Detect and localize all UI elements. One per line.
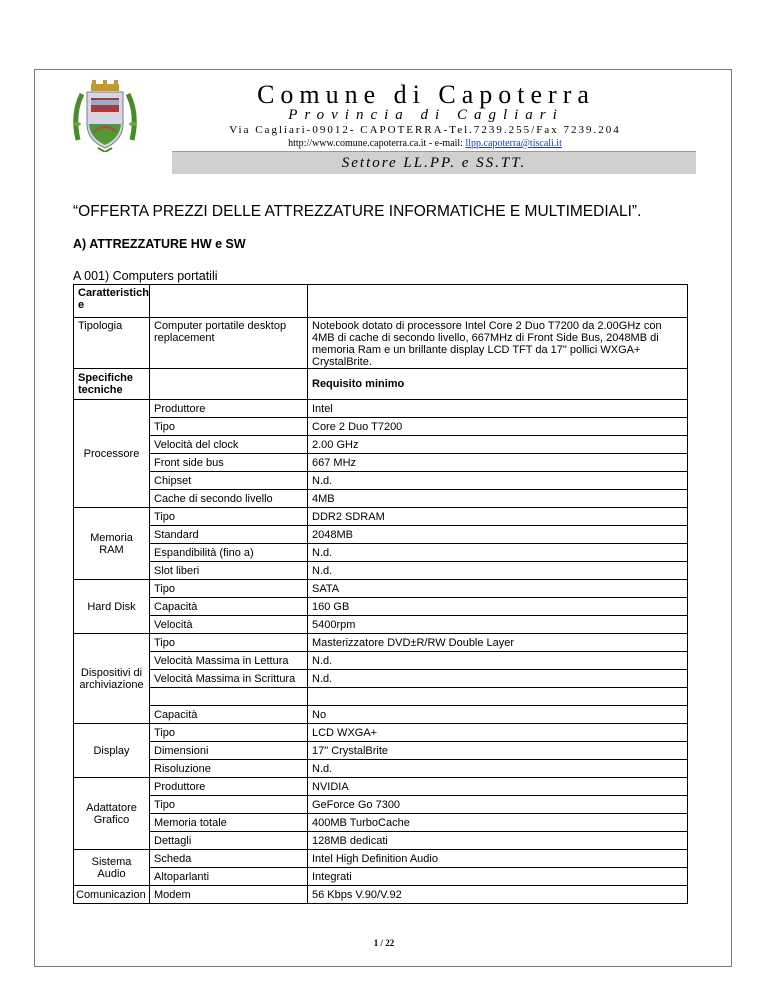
group-memory: Memoria RAM <box>74 508 150 580</box>
typology-description: Notebook dotato di processore Intel Core 2 Duo T7200 da 2.00GHz con 4MB di cache di secondo livello, 667MHz di Front Side Bus, 2048MB di memoria Ram e un brillante display LCD TFT da 17" pollici WXGA+ CrystalBrite. <box>308 318 688 369</box>
address-line: Via Cagliari-09012- CAPOTERRA-Tel.7239.255/Fax 7239.204 <box>229 124 621 136</box>
province-subtitle: Provincia di Cagliari <box>288 107 564 123</box>
spec-label: Dettagli <box>150 832 308 850</box>
table-row <box>74 670 688 688</box>
web-contact-line <box>160 138 690 149</box>
table-row <box>74 616 688 634</box>
spec-value: 4MB <box>308 490 688 508</box>
spec-label: Espandibilità (fino a) <box>150 544 308 562</box>
spec-value: 128MB dedicati <box>308 832 688 850</box>
typology-label: Tipologia <box>74 318 150 369</box>
spec-label: Dimensioni <box>150 742 308 760</box>
table-row <box>74 652 688 670</box>
table-row <box>74 886 688 904</box>
spec-value: N.d. <box>308 670 688 688</box>
table-row <box>74 688 688 706</box>
spec-value: DDR2 SDRAM <box>308 508 688 526</box>
spec-value: SATA <box>308 580 688 598</box>
spec-value: N.d. <box>308 652 688 670</box>
spec-label: Memoria totale <box>150 814 308 832</box>
table-row <box>74 436 688 454</box>
spec-value: N.d. <box>308 472 688 490</box>
group-display: Display <box>74 724 150 778</box>
group-audio-system: Sistema Audio <box>74 850 150 886</box>
requirement-header: Requisito minimo <box>308 369 688 400</box>
table-row <box>74 778 688 796</box>
spec-label: Tipo <box>150 796 308 814</box>
spec-label: Velocità Massima in Scrittura <box>150 670 308 688</box>
table-row <box>74 544 688 562</box>
table-row <box>74 285 688 318</box>
table-row <box>74 598 688 616</box>
spec-label: Chipset <box>150 472 308 490</box>
table-row <box>74 796 688 814</box>
table-row <box>74 868 688 886</box>
table-row <box>74 400 688 418</box>
sector-banner <box>172 151 696 174</box>
spec-label <box>150 688 308 706</box>
table-row <box>74 562 688 580</box>
spec-value: N.d. <box>308 562 688 580</box>
spec-value: LCD WXGA+ <box>308 724 688 742</box>
table-row <box>74 814 688 832</box>
spec-label: Capacità <box>150 706 308 724</box>
section-heading: A) ATTREZZATURE HW e SW <box>73 237 246 251</box>
table-row <box>74 454 688 472</box>
spec-table <box>73 284 688 904</box>
spec-label: Tipo <box>150 724 308 742</box>
table-row <box>74 580 688 598</box>
spec-label: Produttore <box>150 778 308 796</box>
spec-value: Core 2 Duo T7200 <box>308 418 688 436</box>
spec-label: Tipo <box>150 418 308 436</box>
table-row <box>74 742 688 760</box>
spec-label: Produttore <box>150 400 308 418</box>
table-row <box>74 490 688 508</box>
group-hard-disk: Hard Disk <box>74 580 150 634</box>
spec-value: 5400rpm <box>308 616 688 634</box>
typology-value: Computer portatile desktop replacement <box>150 318 308 369</box>
spec-value <box>308 688 688 706</box>
spec-value: 400MB TurboCache <box>308 814 688 832</box>
spec-value: Masterizzatore DVD±R/RW Double Layer <box>308 634 688 652</box>
table-cell <box>308 285 688 318</box>
table-row <box>74 634 688 652</box>
spec-value: 17" CrystalBrite <box>308 742 688 760</box>
spec-label: Modem <box>150 886 308 904</box>
spec-label: Cache di secondo livello <box>150 490 308 508</box>
subsection-heading: A 001) Computers portatili <box>73 269 218 283</box>
spec-value: GeForce Go 7300 <box>308 796 688 814</box>
spec-value: 667 MHz <box>308 454 688 472</box>
table-row <box>74 472 688 490</box>
website-text: http://www.comune.capoterra.ca.it - e-mail: <box>288 138 466 149</box>
spec-label: Standard <box>150 526 308 544</box>
table-row <box>74 526 688 544</box>
spec-label: Scheda <box>150 850 308 868</box>
spec-label: Capacità <box>150 598 308 616</box>
spec-value: 160 GB <box>308 598 688 616</box>
spec-value: 2048MB <box>308 526 688 544</box>
spec-label: Tipo <box>150 508 308 526</box>
table-row <box>74 706 688 724</box>
characteristics-header: Caratteristich e <box>74 285 150 318</box>
document-title: “OFFERTA PREZZI DELLE ATTREZZATURE INFORMATICHE E MULTIMEDIALI”. <box>73 203 642 220</box>
table-row <box>74 724 688 742</box>
municipal-crest-icon <box>68 80 142 152</box>
table-cell <box>150 285 308 318</box>
spec-label: Risoluzione <box>150 760 308 778</box>
spec-value: N.d. <box>308 544 688 562</box>
municipality-title: Comune di Capoterra <box>257 80 595 109</box>
table-row <box>74 850 688 868</box>
group-communications: Comunicazion <box>74 886 150 904</box>
spec-label: Velocità del clock <box>150 436 308 454</box>
table-cell <box>150 369 308 400</box>
spec-value: Integrati <box>308 868 688 886</box>
group-storage-devices: Dispositivi di archiviazione <box>74 634 150 724</box>
group-processor: Processore <box>74 400 150 508</box>
group-graphics-adapter: Adattatore Grafico <box>74 778 150 850</box>
email-link[interactable]: llpp.capoterra@tiscali.it <box>465 138 562 149</box>
spec-value: No <box>308 706 688 724</box>
spec-value: N.d. <box>308 760 688 778</box>
spec-label: Altoparlanti <box>150 868 308 886</box>
spec-label: Velocità Massima in Lettura <box>150 652 308 670</box>
table-row <box>74 318 688 369</box>
spec-value: Intel High Definition Audio <box>308 850 688 868</box>
spec-label: Velocità <box>150 616 308 634</box>
spec-label: Tipo <box>150 580 308 598</box>
table-row <box>74 508 688 526</box>
table-row <box>74 418 688 436</box>
spec-value: 2.00 GHz <box>308 436 688 454</box>
spec-label: Tipo <box>150 634 308 652</box>
spec-value: Intel <box>308 400 688 418</box>
table-row <box>74 832 688 850</box>
page-number: 1 / 22 <box>373 938 395 948</box>
table-row <box>74 760 688 778</box>
spec-value: 56 Kbps V.90/V.92 <box>308 886 688 904</box>
spec-label: Front side bus <box>150 454 308 472</box>
spec-value: NVIDIA <box>308 778 688 796</box>
specifications-header: Specifiche tecniche <box>74 369 150 400</box>
spec-label: Slot liberi <box>150 562 308 580</box>
sector-label: Settore LL.PP. e SS.TT. <box>341 155 527 171</box>
table-row <box>74 369 688 400</box>
